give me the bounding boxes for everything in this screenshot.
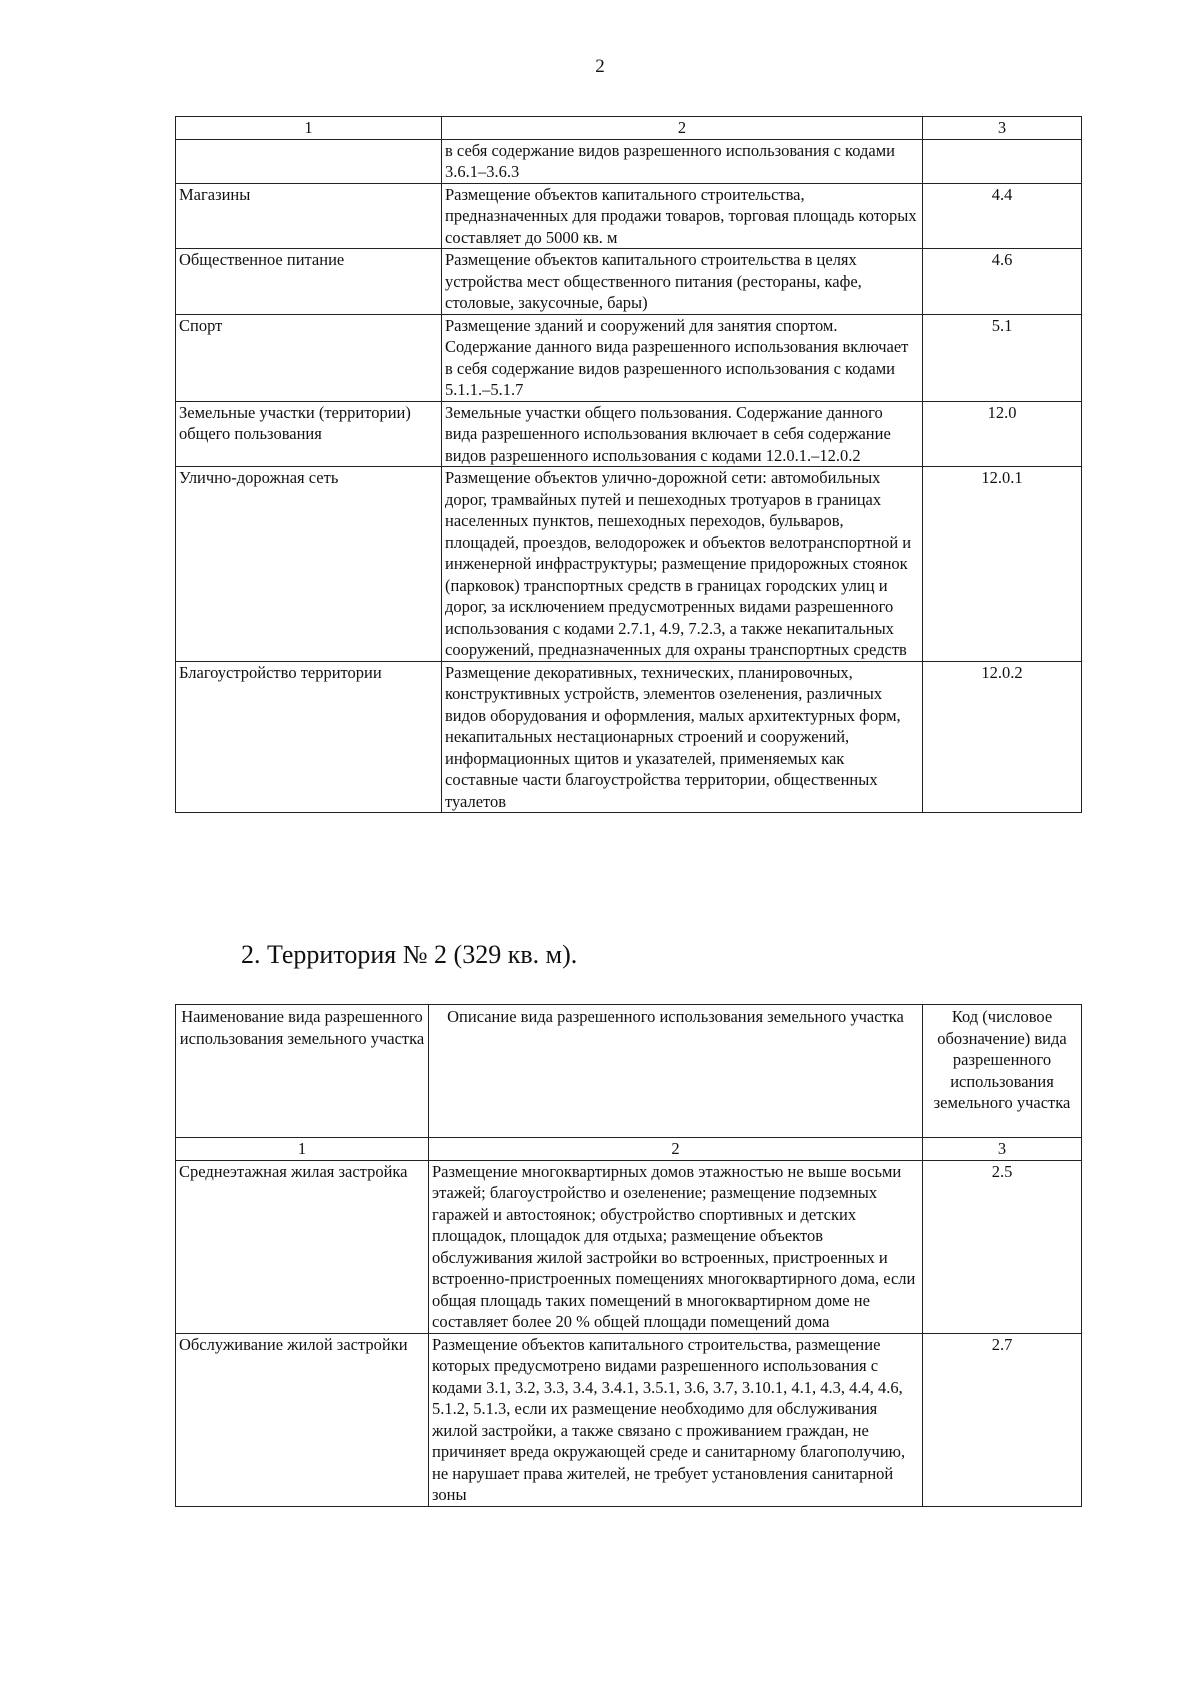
use-name: Магазины	[176, 183, 442, 249]
use-code: 5.1	[923, 314, 1082, 401]
use-description: Размещение зданий и сооружений для занятия спортом. Содержание данного вида разрешенного использования включает в себя содержание видов разрешенного использования с кодами 5.1.1.–5.1.7	[442, 314, 923, 401]
table-column-numbers	[176, 117, 1082, 140]
table-row	[176, 467, 1082, 662]
land-use-table-territory-2	[175, 1004, 1082, 1507]
column-number: 2	[442, 117, 923, 140]
table-row	[176, 249, 1082, 315]
use-code: 12.0.2	[923, 661, 1082, 813]
column-number: 1	[176, 117, 442, 140]
table-header-row	[176, 1005, 1082, 1138]
use-description: Размещение объектов капитального строительства в целях устройства мест общественного питания (рестораны, кафе, столовые, закусочные, бары)	[442, 249, 923, 315]
use-description: Размещение объектов капитального строительства, предназначенных для продажи товаров, торговая площадь которых составляет до 5000 кв. м	[442, 183, 923, 249]
use-code: 4.6	[923, 249, 1082, 315]
use-name: Земельные участки (территории) общего пользования	[176, 401, 442, 467]
use-code: 12.0.1	[923, 467, 1082, 662]
table-row	[176, 314, 1082, 401]
use-name: Улично-дорожная сеть	[176, 467, 442, 662]
land-use-table-continued	[175, 116, 1082, 813]
table-column-numbers	[176, 1138, 1082, 1161]
column-number: 2	[429, 1138, 923, 1161]
column-header: Описание вида разрешенного использования земельного участка	[429, 1005, 923, 1138]
table-row	[176, 661, 1082, 813]
table-row	[176, 183, 1082, 249]
use-code: 12.0	[923, 401, 1082, 467]
use-description: Размещение объектов капитального строительства, размещение которых предусмотрено видами разрешенного использования с кодами 3.1, 3.2, 3.3, 3.4, 3.4.1, 3.5.1, 3.6, 3.7, 3.10.1, 4.1, 4.3, 4.4, 4.6, 5.1.2, 5.1.3, если их размещение необходимо для обслуживания жилой застройки, а также связано с проживанием граждан, не причиняет вреда окружающей среде и санитарному благополучию, не нарушает права жителей, не требует установления санитарной зоны	[429, 1333, 923, 1506]
section-heading: 2. Территория № 2 (329 кв. м).	[241, 940, 578, 969]
column-number: 1	[176, 1138, 429, 1161]
use-code: 2.5	[923, 1160, 1082, 1333]
use-name: Благоустройство территории	[176, 661, 442, 813]
use-name	[176, 139, 442, 183]
use-description: в себя содержание видов разрешенного использования с кодами 3.6.1–3.6.3	[442, 139, 923, 183]
page-number: 2	[595, 56, 605, 77]
column-header: Наименование вида разрешенного использования земельного участка	[176, 1005, 429, 1138]
table-row	[176, 139, 1082, 183]
use-description: Размещение декоративных, технических, планировочных, конструктивных устройств, элементов озеленения, различных видов оборудования и оформления, малых архитектурных форм, некапитальных нестационарных строений и сооружений, информационных щитов и указателей, применяемых как составные части благоустройства территории, общественных туалетов	[442, 661, 923, 813]
use-code: 4.4	[923, 183, 1082, 249]
use-code	[923, 139, 1082, 183]
use-description: Размещение объектов улично-дорожной сети: автомобильных дорог, трамвайных путей и пешеходных тротуаров в границах населенных пунктов, пешеходных переходов, бульваров, площадей, проездов, велодорожек и объектов велотранспортной и инженерной инфраструктуры; размещение придорожных стоянок (парковок) транспортных средств в границах городских улиц и дорог, за исключением предусмотренных видами разрешенного использования с кодами 2.7.1, 4.9, 7.2.3, а также некапитальных сооружений, предназначенных для охраны транспортных средств	[442, 467, 923, 662]
use-name: Обслуживание жилой застройки	[176, 1333, 429, 1506]
column-number: 3	[923, 1138, 1082, 1161]
table-row	[176, 1160, 1082, 1333]
use-name: Среднеэтажная жилая застройка	[176, 1160, 429, 1333]
column-number: 3	[923, 117, 1082, 140]
use-name: Общественное питание	[176, 249, 442, 315]
use-description: Земельные участки общего пользования. Содержание данного вида разрешенного использования включает в себя содержание видов разрешенного использования с кодами 12.0.1.–12.0.2	[442, 401, 923, 467]
column-header: Код (числовое обозначение) вида разрешенного использования земельного участка	[923, 1005, 1082, 1138]
use-name: Спорт	[176, 314, 442, 401]
table-row	[176, 401, 1082, 467]
table-row	[176, 1333, 1082, 1506]
use-description: Размещение многоквартирных домов этажностью не выше восьми этажей; благоустройство и озеленение; размещение подземных гаражей и автостоянок; обустройство спортивных и детских площадок, площадок для отдыха; размещение объектов обслуживания жилой застройки во встроенных, пристроенных и встроенно-пристроенных помещениях многоквартирного дома, если общая площадь таких помещений в многоквартирном доме не составляет более 20 % общей площади помещений дома	[429, 1160, 923, 1333]
use-code: 2.7	[923, 1333, 1082, 1506]
